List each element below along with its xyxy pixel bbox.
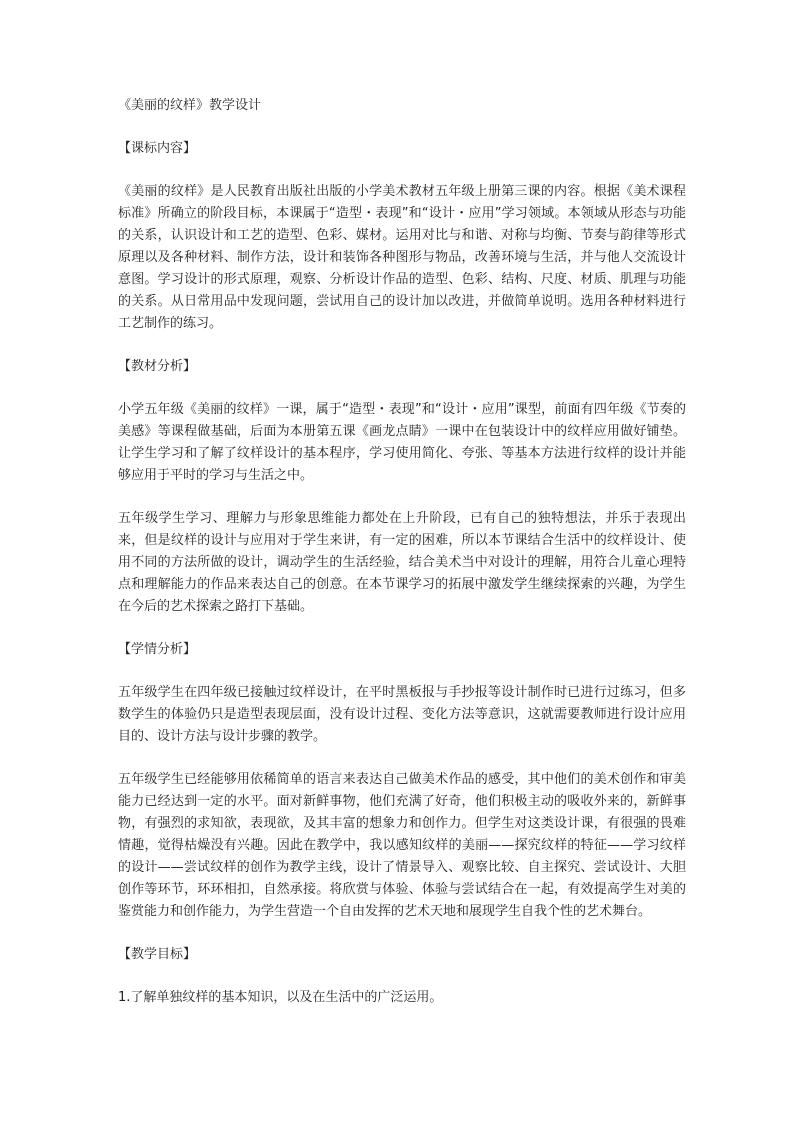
section-heading-student-analysis: 【学情分析】	[118, 642, 197, 657]
paragraph: 五年级学生在四年级已接触过纹样设计，在平时黑板报与手抄报等设计制作时已进行过练习，但多数学生的体验仍只是造型表现层面，没有设计过程、变化方法等意识，这就需要教师进行设计应用目的、设计方法与设计步骤的教学。	[118, 685, 686, 744]
section-heading-textbook-analysis: 【教材分析】	[118, 359, 197, 374]
document-body	[118, 95, 686, 1009]
paragraph: 五年级学生学习、理解力与形象思维能力都处在上升阶段，已有自己的独特想法，并乐于表现出来，但是纹样的设计与应用对于学生来讲，有一定的困难，所以本节课结合生活中的纹样设计、使用不同的方法所做的设计，调动学生的生活经验，结合美术当中对设计的理解，用符合儿童心理特点和理解能力的作品来表达自己的创意。在本节课学习的拓展中激发学生继续探索的兴趣，为学生在今后的艺术探索之路打下基础。	[118, 511, 686, 614]
paragraph: 《美丽的纹样》是人民教育出版社出版的小学美术教材五年级上册第三课的内容。根据《美术课程标准》所确立的阶段目标，本课属于“造型・表现”和“设计・应用”学习领域。本领域从形态与功能的关系，认识设计和工艺的造型、色彩、媒材。运用对比与和谐、对称与均衡、节奏与韵律等形式原理以及各种材料、制作方法，设计和装饰各种图形与物品，改善环境与生活，并与他人交流设计意图。学习设计的形式原理，观察、分析设计作品的造型、色彩、结构、尺度、材质、肌理与功能的关系。从日常用品中发现问题，尝试用自己的设计加以改进，并做简单说明。选用各种材料进行工艺制作的练习。	[118, 184, 686, 331]
section-heading-teaching-objectives: 【教学目标】	[118, 947, 197, 962]
section-heading-curriculum-standards: 【课标内容】	[118, 141, 197, 156]
paragraph: 1.了解单独纹样的基本知识，以及在生活中的广泛运用。	[118, 990, 443, 1005]
paragraph: 五年级学生已经能够用依稀简单的语言来表达自己做美术作品的感受，其中他们的美术创作和审美能力已经达到一定的水平。面对新鲜事物，他们充满了好奇，他们积极主动的吸收外来的，新鲜事物，有强烈的求知欲，表现欲，及其丰富的想象力和创作力。但学生对这类设计课，有很强的畏难情趣，觉得枯燥没有兴趣。因此在教学中，我以感知纹样的美丽——探究纹样的特征——学习纹样的设计——尝试纹样的创作为教学主线，设计了情景导入、观察比较、自主探究、尝试设计、大胆创作等环节，环环相扣，自然承接。将欣赏与体验、体验与尝试结合在一起，有效提高学生对美的鉴赏能力和创作能力，为学生营造一个自由发挥的艺术天地和展现学生自我个性的艺术舞台。	[118, 772, 686, 919]
paragraph: 小学五年级《美丽的纹样》一课，属于“造型・表现”和“设计・应用”课型，前面有四年级《节奏的美感》等课程做基础，后面为本册第五课《画龙点睛》一课中在包装设计中的纹样应用做好铺垫。让学生学习和了解了纹样设计的基本程序，学习使用简化、夸张、等基本方法进行纹样的设计并能够应用于平时的学习与生活之中。	[118, 402, 686, 483]
document-title: 《美丽的纹样》教学设计	[118, 98, 262, 113]
